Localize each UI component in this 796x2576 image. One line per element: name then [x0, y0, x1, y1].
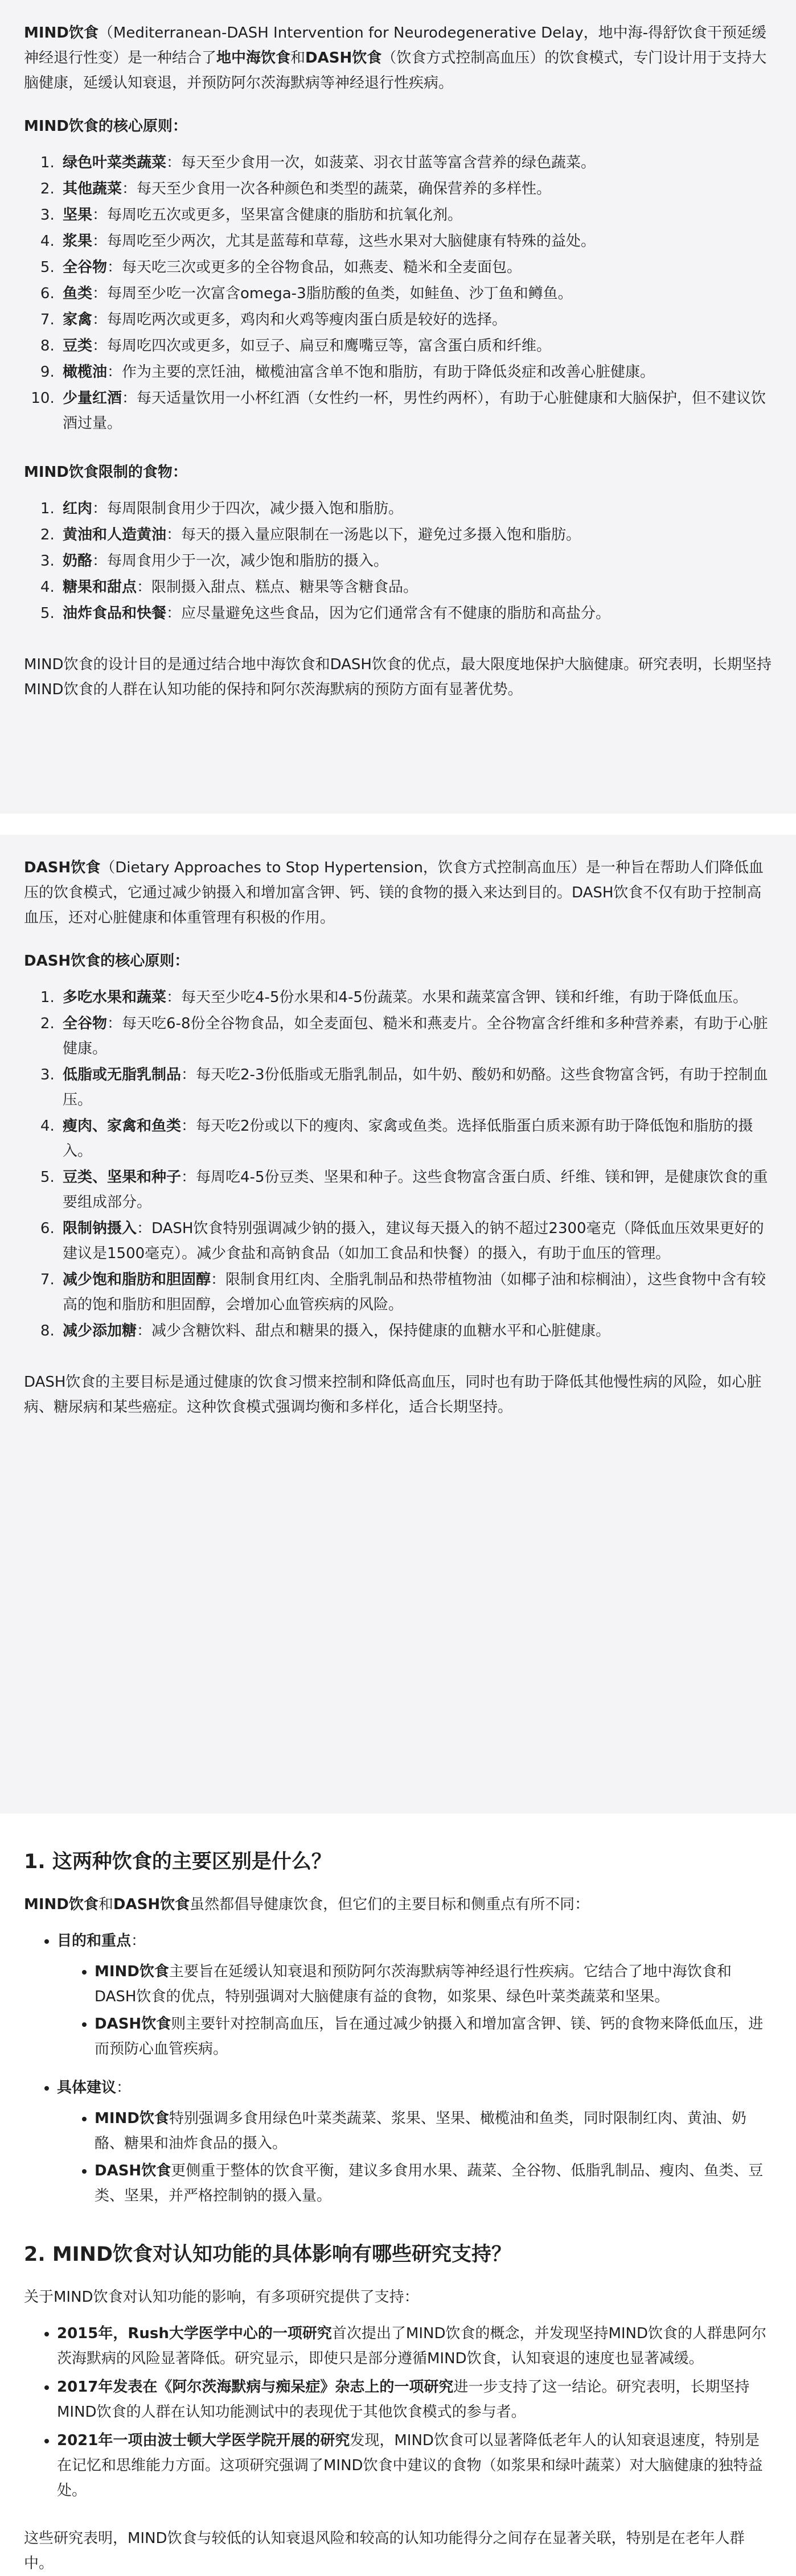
item-term: 全谷物: [63, 259, 108, 276]
q2-heading: 2. MIND饮食对认知功能的具体影响有哪些研究支持？: [24, 2243, 512, 2266]
item-term: 瘦肉、家禽和鱼类: [63, 1118, 182, 1135]
item-term: 其他蔬菜: [63, 180, 122, 197]
list-item: [59, 1165, 772, 1215]
list-item: [59, 1114, 772, 1164]
item-term: 2015年，Rush大学医学中心的一项研究: [57, 2325, 332, 2342]
list-item: [59, 575, 772, 600]
item-term: MIND饮食: [95, 1963, 169, 1980]
item-text: ：每天吃三次或更多的全谷物食品，如燕麦、糙米和全麦面包。: [107, 259, 522, 276]
item-text: ：每周吃至少两次，尤其是蓝莓和草莓，这些水果对大脑健康有特殊的益处。: [92, 233, 596, 250]
list-item: [59, 1318, 772, 1343]
item-term: 鱼类: [63, 285, 93, 302]
item-term: 浆果: [63, 233, 93, 250]
item-term: 多吃水果和蔬菜: [63, 989, 167, 1006]
item-term: 2021年一项由波士顿大学医学院开展的研究: [57, 2432, 350, 2449]
q1-intro-text: 虽然都倡导健康饮食，但它们的主要目标和侧重点有所不同：: [190, 1896, 590, 1913]
item-term: 橄榄油: [63, 364, 108, 381]
dash-term: DASH饮食: [113, 1896, 190, 1913]
mind-intro-text: （Mediterranean-DASH Intervention for Neurodegenerative Delay，地中海-得舒饮食干预延缓神经退行性变）是一种结合了: [24, 24, 767, 67]
item-text: ：每天至少食用一次，如菠菜、羽衣甘蓝等富含营养的绿色蔬菜。: [166, 154, 596, 171]
list-item: [59, 255, 772, 280]
item-text: 更侧重于整体的饮食平衡，建议多食用水果、蔬菜、全谷物、低脂乳制品、瘦肉、鱼类、豆类、坚果，并严格控制钠的摄入量。: [95, 2162, 764, 2204]
item-term: 全谷物: [63, 1015, 108, 1032]
item-term: DASH饮食: [95, 2162, 171, 2179]
list-item: [59, 1062, 772, 1112]
item-text: ：每天适量饮用一小杯红酒（女性约一杯，男性约两杯），有助于心脏健康和大脑保护，但不建议饮酒过量。: [63, 390, 766, 432]
item-text: ：每天至少吃4-5份水果和4-5份蔬菜。水果和蔬菜富含钾、镁和纤维，有助于降低血压。: [166, 989, 748, 1006]
item-text: 进一步支持了这一结论。研究表明，长期坚持MIND饮食的人群在认知功能测试中的表现优于其他饮食模式的参与者。: [57, 2379, 750, 2421]
list-item: [95, 1959, 772, 2009]
item-text: 主要旨在延缓认知衰退和预防阿尔茨海默病等神经退行性疾病。它结合了地中海饮食和DASH饮食的优点，特别强调对大脑健康有益的食物，如浆果、绿色叶菜类蔬菜和坚果。: [95, 1963, 732, 2005]
list-item: [95, 2106, 772, 2156]
item-term: 少量红酒: [63, 390, 122, 407]
mind-summary: MIND饮食的设计目的是通过结合地中海饮食和DASH饮食的优点，最大限度地保护大脑健康。研究表明，长期坚持MIND饮食的人群在认知功能的保持和阿尔茨海默病的预防方面有显著优势。: [24, 656, 772, 698]
list-item: [59, 1216, 772, 1266]
list-item: [59, 333, 772, 358]
list-item: [59, 549, 772, 574]
list-item: [59, 522, 772, 547]
mind-limits-list: [24, 496, 772, 626]
list-item: [59, 203, 772, 228]
item-text: ：每周吃五次或更多，坚果富含健康的脂肪和抗氧化剂。: [92, 207, 463, 224]
item-text: ：DASH饮食特别强调减少钠的摄入，建议每天摄入的钠不超过2300毫克（降低血压效果更好的建议是1500毫克）。减少食盐和高钠食品（如加工食品和快餐）的摄入，有助于血压的管理。: [63, 1220, 764, 1262]
list-item: [59, 150, 772, 175]
q1-intro-and: 和: [98, 1896, 113, 1913]
q1-heading: 1. 这两种饮食的主要区别是什么？: [24, 1850, 331, 1873]
item-text: ：每周食用少于一次，减少饱和脂肪的摄入。: [92, 553, 389, 570]
item-text: ：每天至少食用一次各种颜色和类型的蔬菜，确保营养的多样性。: [122, 180, 552, 197]
list-item: [57, 2375, 772, 2425]
mediterranean-term: 地中海饮食: [216, 50, 291, 67]
dash-principles-list: [24, 985, 772, 1343]
list-item: [59, 496, 772, 521]
item-text: 首次提出了MIND饮食的概念，并发现坚持MIND饮食的人群患阿尔茨海默病的风险显著降低。研究显示，即使只是部分遵循MIND饮食，认知衰退的速度也显著减缓。: [57, 2325, 767, 2367]
list-item: [59, 176, 772, 201]
item-term: 家禽: [63, 311, 93, 328]
item-text: 特别强调多食用绿色叶菜类蔬菜、浆果、坚果、橄榄油和鱼类，同时限制红肉、黄油、奶酪、糖果和油炸食品的摄入。: [95, 2110, 746, 2152]
mind-intro: [24, 20, 772, 96]
list-item: [59, 307, 772, 332]
mind-intro-and: 和: [290, 50, 306, 67]
item-text: 则主要针对控制高血压，旨在通过减少钠摄入和增加富含钾、镁、钙的食物来降低血压，进而预防心血管疾病。: [95, 2016, 764, 2058]
mind-intro-rest: （饮食方式控制高血压）的饮食模式，专门设计用于支持大脑健康，延缓认知衰退，并预防阿尔茨海默病等神经退行性疾病。: [24, 50, 767, 92]
dash-principles-heading: DASH饮食的核心原则：: [24, 953, 190, 970]
list-item: [57, 2428, 772, 2503]
list-item: [59, 229, 772, 254]
mind-principles-list: [24, 150, 772, 436]
item-text: ：每周吃两次或更多，鸡肉和火鸡等瘦肉蛋白质是较好的选择。: [92, 311, 507, 328]
q1-intro: [24, 1892, 772, 1917]
dash-summary: DASH饮食的主要目标是通过健康的饮食习惯来控制和降低高血压，同时也有助于降低其他慢性病的风险，如心脏病、糖尿病和某些癌症。这种饮食模式强调均衡和多样化，适合长期坚持。: [24, 1374, 762, 1416]
item-term: 豆类: [63, 337, 93, 355]
list-item: [59, 985, 772, 1010]
list-item: [57, 2321, 772, 2371]
advice-label: 具体建议: [57, 2079, 117, 2096]
advice-colon: ：: [116, 2079, 132, 2096]
item-text: ：限制摄入甜点、糕点、糖果等含糖食品。: [137, 579, 418, 596]
item-text: ：每周吃四次或更多，如豆子、扁豆和鹰嘴豆等，富含蛋白质和纤维。: [92, 337, 552, 355]
item-text: ：每周吃4-5份豆类、坚果和种子。这些食物富含蛋白质、纤维、镁和钾，是健康饮食的重要组成部分。: [63, 1169, 768, 1211]
list-item: [59, 386, 772, 436]
mind-limits-heading: MIND饮食限制的食物：: [24, 464, 187, 481]
item-text: ：每周至少吃一次富含omega-3脂肪酸的鱼类，如鲑鱼、沙丁鱼和鳟鱼。: [92, 285, 573, 302]
item-term: 低脂或无脂乳制品: [63, 1066, 182, 1083]
item-term: 豆类、坚果和种子: [63, 1169, 182, 1186]
q1-comparison-list: [24, 1928, 772, 2208]
mind-diet-card: [0, 0, 796, 814]
item-term: 奶酪: [63, 553, 93, 570]
item-term: DASH饮食: [95, 2016, 171, 2033]
item-term: 油炸食品和快餐: [63, 605, 167, 622]
item-text: ：每天吃2-3份低脂或无脂乳制品，如牛奶、酸奶和奶酪。这些食物富含钙，有助于控制血压。: [63, 1066, 768, 1108]
q2-studies-list: [24, 2321, 772, 2503]
item-text: ：每天的摄入量应限制在一汤匙以下，避免过多摄入饱和脂肪。: [166, 526, 581, 543]
advice-sublist: [57, 2106, 772, 2208]
item-term: 坚果: [63, 207, 93, 224]
q2-intro: 关于MIND饮食对认知功能的影响，有多项研究提供了支持：: [24, 2289, 419, 2306]
item-term: 黄油和人造黄油: [63, 526, 167, 543]
item-text: 发现，MIND饮食可以显著降低老年人的认知衰退速度，特别是在记忆和思维能力方面。这项研究强调了MIND饮食中建议的食物（如浆果和绿叶蔬菜）对大脑健康的独特益处。: [57, 2432, 763, 2499]
q2-conclusion: 这些研究表明，MIND饮食与较低的认知衰退风险和较高的认知功能得分之间存在显著关联，特别是在老年人群中。: [24, 2530, 745, 2572]
item-text: ：限制食用红肉、全脂乳制品和热带植物油（如椰子油和棕榈油），这些食物中含有较高的饱和脂肪和胆固醇，会增加心血管疾病的风险。: [63, 1271, 766, 1313]
item-text: ：作为主要的烹饪油，橄榄油富含单不饱和脂肪，有助于降低炎症和改善心脏健康。: [107, 364, 655, 381]
mind-term: MIND饮食: [24, 1896, 99, 1913]
dash-term: DASH饮食: [24, 859, 101, 876]
dash-diet-card: [0, 835, 796, 1813]
list-item: [59, 601, 772, 626]
qa-section: [0, 1824, 796, 2572]
dash-intro: [24, 855, 772, 930]
goals-label: 目的和重点: [57, 1932, 132, 1949]
list-item: [57, 1928, 772, 2062]
dash-intro-text: （Dietary Approaches to Stop Hypertension，饮食方式控制高血压）是一种旨在帮助人们降低血压的饮食模式，它通过减少钠摄入和增加富含钾、钙、镁的食物的摄入来达到目的。DASH饮食不仅有助于控制高血压，还对心脏健康和体重管理有积极的作用。: [24, 859, 764, 926]
goals-sublist: [57, 1959, 772, 2062]
item-text: ：每天吃6-8份全谷物食品，如全麦面包、糙米和燕麦片。全谷物富含纤维和多种营养素，有助于心脏健康。: [63, 1015, 768, 1057]
item-term: 绿色叶菜类蔬菜: [63, 154, 167, 171]
mind-term: MIND饮食: [24, 24, 99, 42]
item-term: 2017年发表在《阿尔茨海默病与痴呆症》杂志上的一项研究: [57, 2379, 454, 2396]
item-term: 限制钠摄入: [63, 1220, 137, 1237]
goals-colon: ：: [131, 1932, 146, 1949]
item-term: MIND饮食: [95, 2110, 169, 2127]
item-text: ：每天吃2份或以下的瘦肉、家禽或鱼类。选择低脂蛋白质来源有助于降低饱和脂肪的摄入。: [63, 1118, 753, 1160]
item-term: 减少添加糖: [63, 1322, 137, 1339]
list-item: [95, 2158, 772, 2208]
dash-term: DASH饮食: [305, 50, 382, 67]
item-term: 减少饱和脂肪和胆固醇: [63, 1271, 211, 1288]
list-item: [59, 281, 772, 306]
item-text: ：应尽量避免这些食品，因为它们通常含有不健康的脂肪和高盐分。: [166, 605, 611, 622]
item-text: ：减少含糖饮料、甜点和糖果的摄入，保持健康的血糖水平和心脏健康。: [137, 1322, 611, 1339]
list-item: [59, 1011, 772, 1061]
mind-principles-heading: MIND饮食的核心原则：: [24, 118, 187, 135]
list-item: [57, 2075, 772, 2208]
item-term: 糖果和甜点: [63, 579, 137, 596]
item-term: 红肉: [63, 500, 93, 517]
list-item: [95, 2012, 772, 2062]
list-item: [59, 360, 772, 385]
list-item: [59, 1267, 772, 1317]
item-text: ：每周限制食用少于四次，减少摄入饱和脂肪。: [92, 500, 404, 517]
